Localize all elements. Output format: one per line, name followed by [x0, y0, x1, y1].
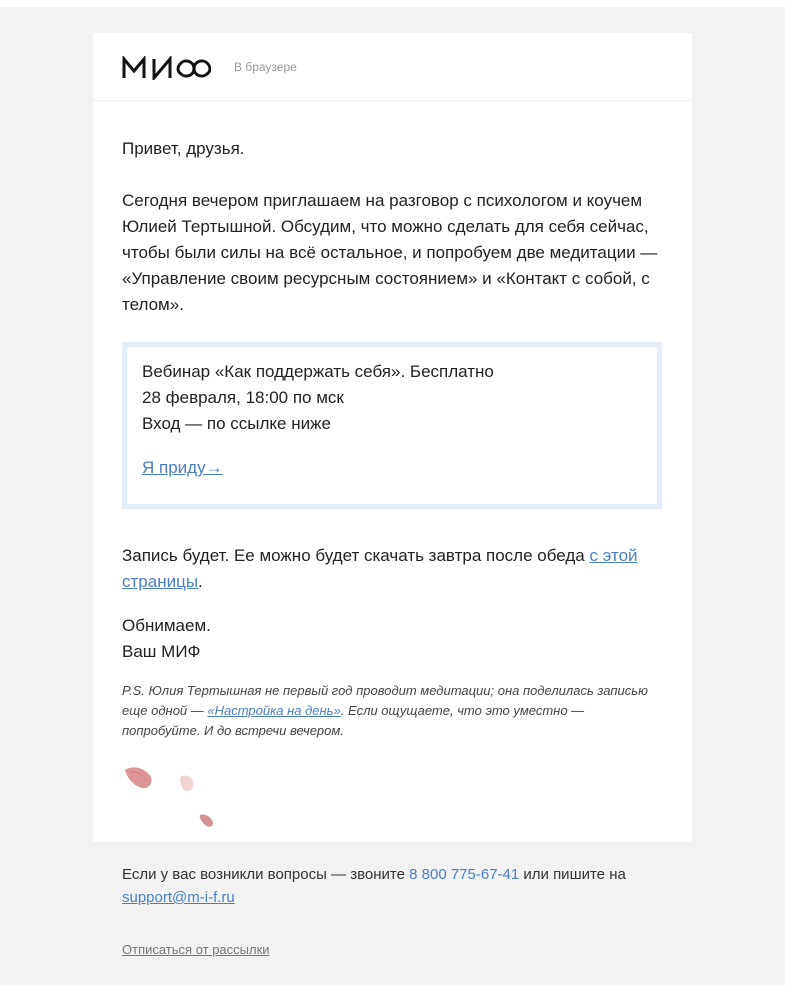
support-email-link[interactable]: support@m-i-f.ru: [122, 889, 235, 906]
mif-logo: [122, 56, 211, 80]
webinar-title: Вебинар «Как поддержать себя». Бесплатно: [142, 362, 494, 381]
signoff-hug: Обнимаем.: [122, 616, 211, 635]
intro-paragraph: Сегодня вечером приглашаем на разговор с психологом и коучем Юлией Тертышной. Обсудим, что можно сделать для себя сейчас, чтобы были силы на всё остальное, и попробуем две медитации — «Управление своим ресурсным состоянием» и «Контакт с собой, с телом».: [122, 191, 658, 314]
attend-link[interactable]: Я приду→: [142, 458, 223, 477]
webinar-info-content: [142, 359, 642, 481]
recording-paragraph: [122, 543, 662, 595]
recording-text: Запись будет. Ее можно будет скачать завтра после обеда: [122, 546, 590, 565]
recording-period: .: [198, 572, 203, 591]
signoff-signature: Ваш МИФ: [122, 642, 201, 661]
postscript: [122, 681, 662, 741]
meditation-recording-link[interactable]: «Настройка на день»: [207, 703, 341, 718]
greeting-text: Привет, друзья.: [122, 139, 245, 158]
recording-page-link[interactable]: с этой страницы: [122, 546, 638, 591]
webinar-info-box: [122, 342, 662, 509]
petals-illustration: [122, 763, 222, 833]
footer-text-middle: или пишите на: [519, 866, 626, 883]
signoff: [122, 613, 662, 665]
webinar-datetime: 28 февраля, 18:00 по мск: [142, 388, 344, 407]
footer-contacts: [122, 863, 642, 909]
unsubscribe-link[interactable]: Отписаться от рассылки: [122, 942, 270, 957]
webinar-entry-note: Вход — по ссылке ниже: [142, 414, 331, 433]
email-card: [93, 33, 692, 842]
postscript-text-end: . Если ощущаете, что это уместно — попробуйте. И до встречи вечером.: [122, 703, 585, 738]
postscript-text-start: P.S. Юлия Тертышная не первый год проводит медитации; она поделилась записью еще одной —: [122, 683, 648, 718]
footer-text-start: Если у вас возникли вопросы — звоните: [122, 866, 410, 883]
email-header: [93, 33, 692, 101]
phone-link[interactable]: 8 800 775-67-41: [409, 866, 520, 883]
email-content: [122, 136, 662, 741]
view-in-browser-link[interactable]: В браузере: [234, 60, 297, 74]
